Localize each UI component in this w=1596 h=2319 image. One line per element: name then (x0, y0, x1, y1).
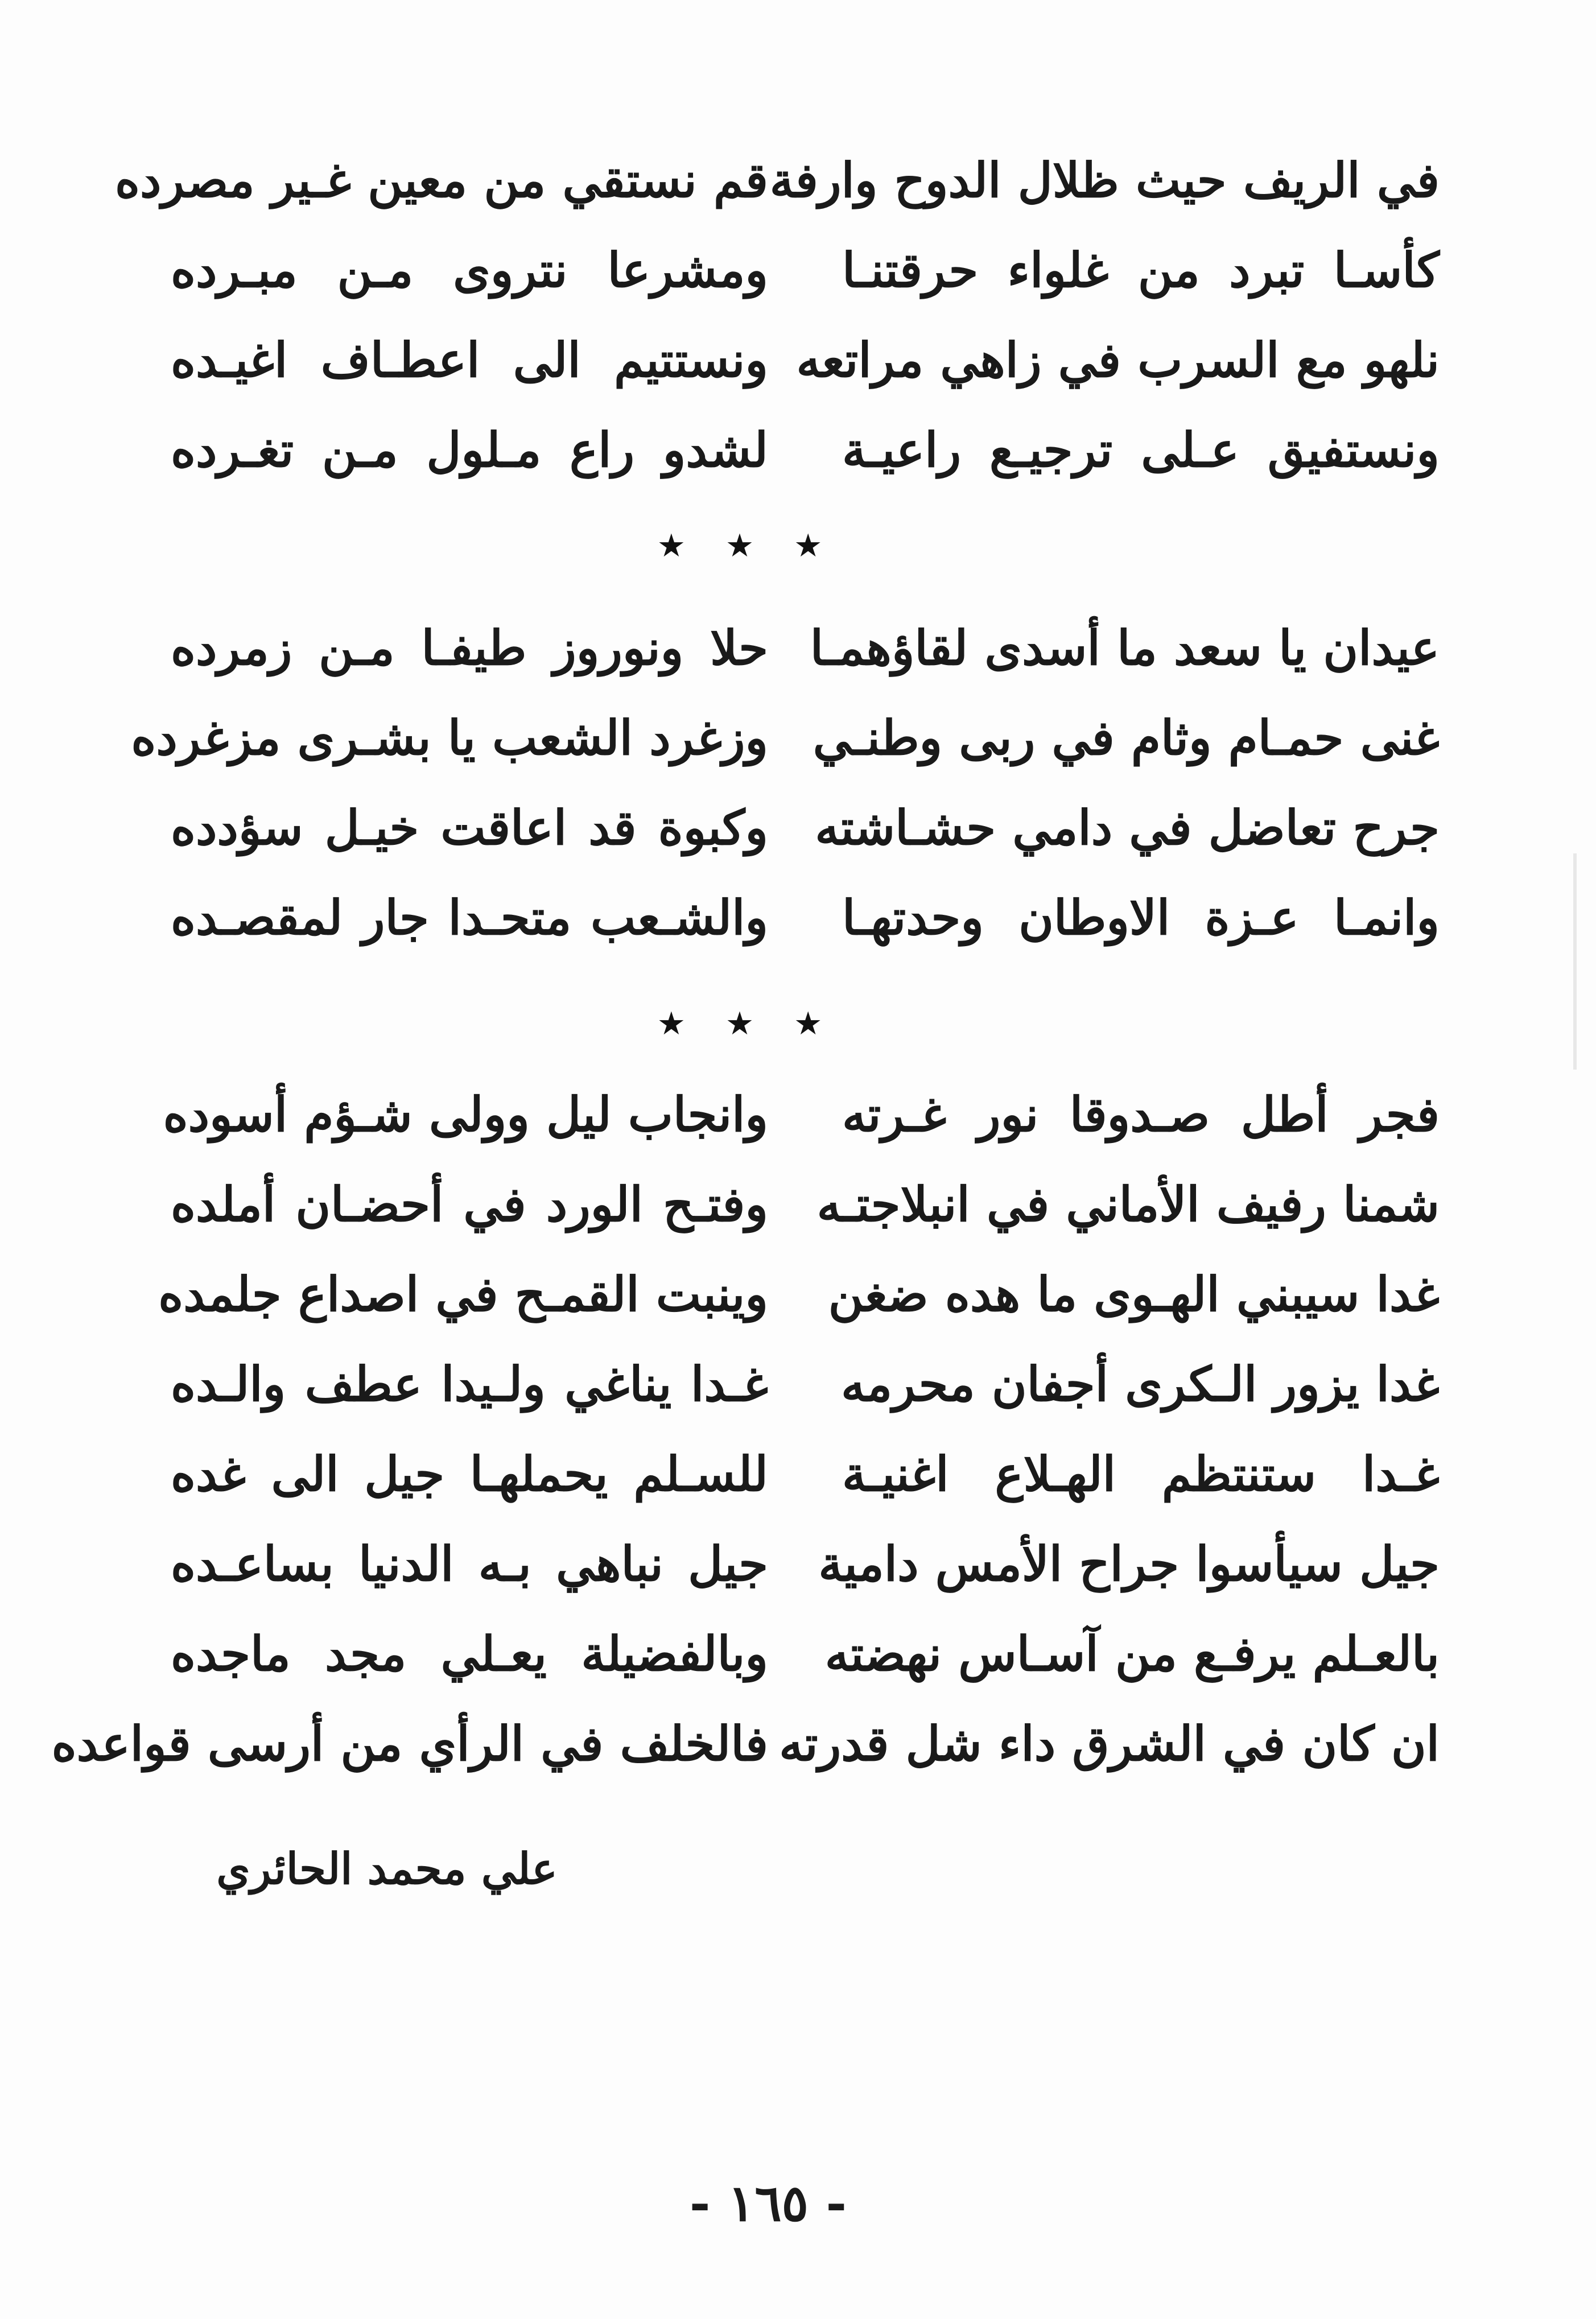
star-icon: ★ (657, 1005, 686, 1042)
hemistich-left: قم نستقي من معين غـير مصرده (114, 151, 768, 208)
stanza-3 (51, 1070, 1440, 1789)
hemistich-right: غـدا ستنتظم الهـلاع اغنيـة (842, 1445, 1440, 1502)
star-icon: ★ (794, 1005, 823, 1042)
verse (171, 1519, 1440, 1609)
verse (171, 783, 1440, 873)
star-icon: ★ (725, 1005, 754, 1042)
hemistich-left: وينبت القمـح في اصداع جلمده (158, 1265, 768, 1322)
hemistich-right: شمنا رفيف الأماني في انبلاجتـه (816, 1175, 1440, 1232)
verse (114, 135, 1440, 225)
hemistich-left: وبالفضيلة يعـلي مجد ماجده (171, 1625, 768, 1682)
hemistich-left: جيل نباهي بـه الدنيا بساعـده (171, 1535, 768, 1592)
hemistich-left: وفتـح الورد في أحضـان أملده (171, 1175, 768, 1232)
hemistich-right: عيدان يا سعد ما أسدى لقاؤهمـا (810, 619, 1440, 676)
verse (171, 1429, 1440, 1519)
stanza-1 (114, 135, 1440, 495)
verse (171, 1339, 1440, 1429)
hemistich-left: ومشرعا نتروى مـن مبـرده (171, 241, 768, 298)
verse (171, 315, 1440, 405)
hemistich-left: حلا ونوروز طيفـا مـن زمرده (171, 619, 768, 676)
hemistich-left: وكبوة قد اعاقت خيـل سؤدده (171, 799, 768, 856)
star-icon: ★ (657, 527, 686, 564)
hemistich-right: كأسـا تبرد من غلواء حرقتنـا (842, 241, 1440, 298)
hemistich-left: وانجاب ليل وولى شـؤم أسوده (163, 1086, 768, 1142)
hemistich-right: بالعـلم يرفـع من آسـاس نهضته (824, 1625, 1440, 1682)
verse (171, 603, 1440, 693)
hemistich-left: للسـلم يحملهـا جيل الى غده (171, 1445, 768, 1502)
hemistich-left: ونستتيم الى اعطـاف اغيـده (171, 331, 768, 388)
hemistich-right: غدا سيبني الهـوى ما هده ضغن (828, 1265, 1440, 1322)
hemistich-right: ونستفيق عـلى ترجيـع راعيـة (842, 421, 1440, 478)
scan-edge-mark (1573, 853, 1577, 1070)
hemistich-left: فالخلف في الرأي من أرسى قواعده (51, 1715, 768, 1772)
stanza-divider (569, 523, 910, 569)
stanza-divider (569, 1001, 910, 1047)
page-number: - ١٦٥ - (689, 2173, 847, 2233)
verse (171, 225, 1440, 315)
hemistich-left: وزغرد الشعب يا بشـرى مزغرده (131, 709, 768, 766)
hemistich-right: جرح تعاضل في دامي حشـاشته (815, 799, 1440, 856)
hemistich-right: نلهو مع السرب في زاهي مراتعه (796, 331, 1440, 388)
stanza-2 (131, 603, 1440, 963)
hemistich-right: ان كان في الشرق داء شل قدرته (779, 1715, 1440, 1772)
hemistich-right: فجر أطل صـدوقا نور غـرته (842, 1086, 1440, 1142)
verse (163, 1070, 1440, 1160)
hemistich-right: وانمـا عـزة الاوطان وحدتهـا (842, 889, 1440, 946)
verse (171, 873, 1440, 963)
hemistich-right: في الريف حيث ظلال الدوح وارفة (769, 151, 1440, 208)
hemistich-left: لشدو راع مـلول مـن تغـرده (171, 421, 768, 478)
verse (131, 693, 1440, 783)
hemistich-left: والشـعب متحـدا جار لمقصـده (171, 889, 768, 946)
star-icon: ★ (794, 527, 823, 564)
star-icon: ★ (725, 527, 754, 564)
hemistich-right: جيل سيأسوا جراح الأمس دامية (818, 1535, 1440, 1592)
hemistich-right: غدا يزور الـكرى أجفان محرمه (841, 1355, 1440, 1412)
verse (51, 1699, 1440, 1789)
hemistich-right: غنى حمـام وثام في ربى وطنـي (813, 709, 1440, 766)
hemistich-left: غـدا يناغي ولـيدا عطف والـده (171, 1355, 768, 1412)
poem-author: علي محمد الحائري (216, 1843, 558, 1894)
verse (171, 1609, 1440, 1699)
verse (171, 405, 1440, 495)
verse (158, 1249, 1440, 1339)
verse (171, 1160, 1440, 1249)
